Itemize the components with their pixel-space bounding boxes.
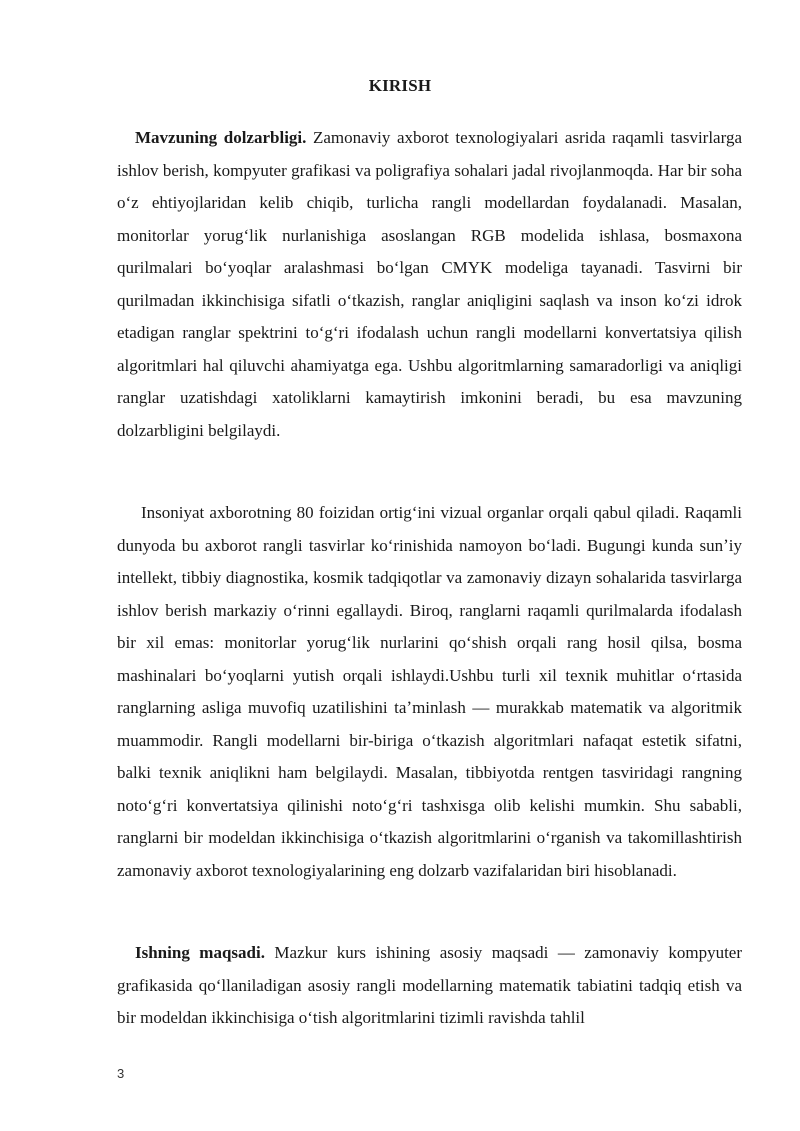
paragraph-text: Insoniyat axborotning 80 foizidan ortigʻini vizual organlar orqali qabul qiladi. Raqamli dunyoda bu axborot rangli tasvirlar koʻrinishida namoyon boʻladi. Bugungi kunda sunʼiy intellekt, tibbiy diagnostika, kosmik tadqiqotlar va zamonaviy dizayn sohalarida tasvirlarga ishlov berish markaziy oʻrinni egallaydi. Biroq, ranglarni raqamli qurilmalarda ifodalash bir xil emas: monitorlar yorugʻlik nurlarini qoʻshish orqali rang hosil qilsa, bosma mashinalari boʻyoqlarni yutish orqali ishlaydi.Ushbu turli xil texnik muhitlar oʻrtasida ranglarning asliga muvofiq uzatilishini taʼminlash — murakkab matematik va algoritmik muammodir. Rangli modellarni bir-biriga oʻtkazish algoritmlari nafaqat estetik sifatni, balki texnik aniqlikni ham belgilaydi. Masalan, tibbiyotda rentgen tasviridagi rangning notoʻgʻri konvertatsiya qilinishi notoʻgʻri tashxisga olib kelishi mumkin. Shu sababli, ranglarni bir modeldan ikkinchisiga oʻtkazish algoritmlarini oʻrganish va takomillashtirish zamonaviy axborot texnologiyalarining eng dolzarb vazifalaridan biri hisoblanadi. xyxy=(117,503,742,880)
paragraph-lead: Ishning maqsadi. xyxy=(135,943,265,962)
paragraph-lead: Mavzuning dolzarbligi. xyxy=(135,128,307,147)
paragraph-text: Mazkur kurs ishining asosiy maqsadi — zamonaviy kompyuter grafikasida qoʻllaniladigan asosiy rangli modellarning matematik tabiatini tadqiq etish va bir modeldan ikkinchisiga oʻtish algoritmlarini tizimli ravishda tahlil xyxy=(117,943,742,1027)
paragraph-relevance xyxy=(117,122,742,447)
page-number: 3 xyxy=(117,1066,125,1081)
paragraph-visual-information xyxy=(117,497,742,887)
paragraph-goal xyxy=(117,937,742,1035)
page-title: KIRISH xyxy=(368,76,432,95)
paragraph-text: Zamonaviy axborot texnologiyalari asrida raqamli tasvirlarga ishlov berish, kompyuter grafikasi va poligrafiya sohalari jadal rivojlanmoqda. Har bir soha oʻz ehtiyojlaridan kelib chiqib, turlicha rangli modellardan foydalanadi. Masalan, monitorlar yorugʻlik nurlanishiga asoslangan RGB modelida ishlasa, bosmaxona qurilmalari boʻyoqlar aralashmasi boʻlgan CMYK modeliga tayanadi. Tasvirni bir qurilmadan ikkinchisiga sifatli oʻtkazish, ranglar aniqligini saqlash va inson koʻzi idrok etadigan ranglar spektrini toʻgʻri ifodalash uchun rangli modellarni konvertatsiya qilish algoritmlari hal qiluvchi ahamiyatga ega. Ushbu algoritmlarning samaradorligi va aniqligi ranglar uzatishdagi xatoliklarni kamaytirish imkonini beradi, bu esa mavzuning dolzarbligini belgilaydi. xyxy=(117,128,742,440)
